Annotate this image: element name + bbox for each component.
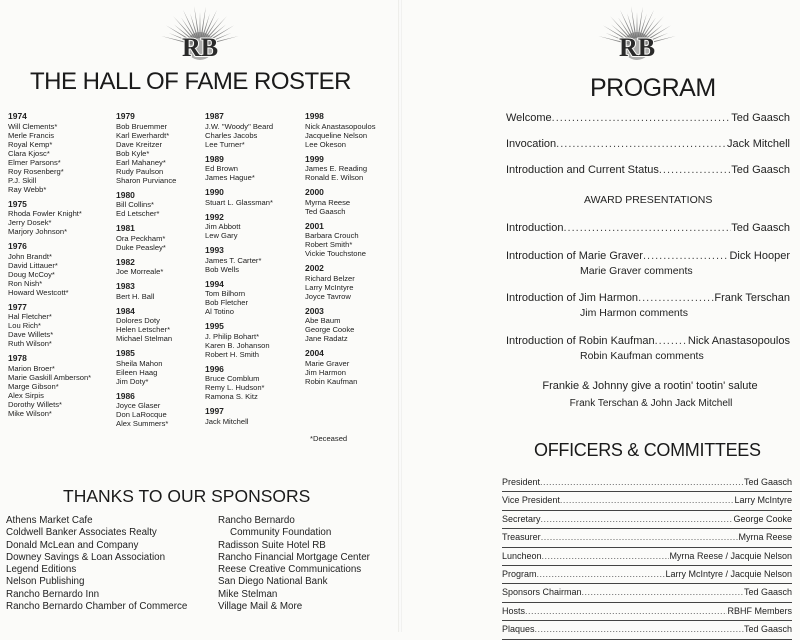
roster-name: Don LaRocque — [116, 410, 167, 419]
program-person: Jack Mitchell — [727, 138, 790, 150]
roster-year: 1992 — [205, 211, 224, 222]
officer-row — [502, 603, 792, 621]
leader-dots — [541, 529, 739, 546]
officer-row — [502, 511, 792, 529]
officer-name: RBHF Members — [727, 605, 792, 616]
roster-name: Dave Willets* — [8, 330, 54, 339]
sponsors-left-list — [6, 515, 187, 613]
leader-dots — [541, 511, 734, 528]
logo-monogram: RB — [618, 33, 656, 62]
roster-name: Bruce Comblum — [205, 374, 260, 383]
roster-name: Ron Nish* — [8, 278, 43, 288]
roster-name: Merle Francis — [8, 130, 54, 140]
roster-name: Tom Bilhorn — [205, 289, 246, 298]
program-person: Frank Terschan — [714, 292, 790, 304]
sunburst-icon — [128, 0, 272, 66]
officer-role: Program — [502, 568, 537, 579]
roster-name: Karl Ewerhardt* — [116, 130, 170, 140]
program-row — [506, 222, 790, 234]
officer-row — [502, 548, 792, 566]
roster-name: P.J. Skill — [8, 175, 37, 185]
roster-year: 1990 — [205, 187, 224, 197]
leader-dots — [540, 474, 744, 491]
roster-name: Marjory Johnson* — [8, 227, 68, 236]
leader-dots — [537, 566, 666, 583]
officer-role: Hosts — [502, 605, 526, 616]
program-row — [506, 138, 790, 150]
program-person: Ted Gaasch — [731, 112, 790, 124]
roster-year: 1980 — [116, 189, 135, 200]
leader-dots — [535, 621, 744, 638]
sponsor-name: Rancho Bernardo Chamber of Commerce — [6, 601, 188, 613]
salute-names: Frank Terschan & John Jack Mitchell — [569, 398, 733, 409]
program-item: Invocation — [506, 138, 557, 150]
roster-name: Sheila Mahon — [116, 358, 163, 368]
roster-name: George Cooke — [305, 325, 355, 334]
roster-year: 1996 — [205, 363, 224, 374]
roster-year: 1985 — [116, 348, 135, 358]
roster-title: THE HALL OF FAME ROSTER — [30, 68, 351, 95]
sponsor-name: Rancho Bernardo — [218, 515, 295, 526]
officer-row — [502, 566, 792, 584]
roster-name: Ray Webb* — [8, 184, 47, 194]
roster-name: Howard Westcott* — [8, 287, 69, 297]
roster-name: Joyce Tavrow — [305, 291, 351, 301]
officer-role: Vice President — [502, 495, 560, 506]
award-comment: Marie Graver comments — [580, 265, 693, 277]
roster-name: Marie Gaskill Amberson* — [8, 372, 92, 382]
roster-name: Alex Summers* — [116, 419, 169, 428]
leader-dots — [525, 603, 727, 620]
officer-role: Treasurer — [502, 532, 541, 543]
officer-name: Larry McIntyre / Jacquie Nelson — [665, 568, 792, 579]
roster-name: Ted Gaasch — [305, 206, 346, 216]
roster-year: 1997 — [205, 406, 224, 416]
roster-name: Bob Bruemmer — [116, 121, 168, 131]
roster-name: Larry McIntyre — [305, 282, 354, 292]
roster-year: 2003 — [305, 305, 324, 316]
roster-name: Marie Graver — [305, 358, 350, 368]
leader-dots — [659, 164, 731, 176]
leader-dots — [638, 292, 714, 304]
roster-name: Dorothy Willets* — [8, 399, 63, 409]
leader-dots — [552, 112, 732, 124]
officer-row — [502, 529, 792, 547]
officers-title: OFFICERS & COMMITTEES — [534, 440, 761, 460]
officer-row — [502, 621, 792, 639]
roster-year: 1984 — [116, 305, 135, 316]
sponsors-right-list — [218, 515, 370, 613]
leader-dots — [542, 548, 670, 565]
officer-role: Secretary — [502, 513, 541, 524]
roster-name: Lee Okeson — [305, 139, 346, 149]
roster-name: Marge Gibson* — [8, 381, 59, 391]
roster-name: Lew Gary — [205, 231, 238, 240]
officer-role: Sponsors Chairman — [502, 587, 582, 598]
roster-name: Bob Wells — [205, 264, 240, 274]
officers-table — [502, 474, 792, 640]
roster-name: David Littauer* — [8, 260, 58, 270]
program-item: Introduction of Jim Harmon — [506, 292, 639, 304]
roster-name: Ramona S. Kitz — [205, 392, 258, 401]
roster-year: 2004 — [305, 348, 324, 358]
roster-name: Ed Brown — [205, 164, 238, 173]
officer-name: Myrna Reese / Jacquie Nelson — [669, 550, 792, 561]
roster-year: 1987 — [205, 111, 224, 121]
leader-dots — [556, 138, 727, 150]
roster-name: James E. Reading — [305, 164, 368, 173]
roster-name: Robert H. Smith — [205, 349, 260, 359]
leader-dots — [563, 222, 731, 234]
sponsor-name: Legend Editions — [6, 564, 77, 576]
award-comment: Jim Harmon comments — [580, 307, 688, 319]
roster-year: 2001 — [305, 220, 324, 231]
roster-name: Dolores Doty — [116, 316, 160, 325]
sponsor-name: Nelson Publishing — [6, 576, 85, 588]
roster-name: Joe Morreale* — [116, 267, 164, 276]
roster-name: Mike Wilson* — [8, 408, 52, 418]
roster-name: Karen B. Johanson — [205, 340, 270, 350]
officer-name: George Cooke — [733, 513, 792, 524]
roster-name: Abe Baum — [305, 316, 341, 325]
roster-name: Jerry Dosek* — [8, 218, 52, 227]
roster-name: Hal Fletcher* — [8, 312, 52, 321]
officer-row — [502, 584, 792, 602]
award-heading: AWARD PRESENTATIONS — [584, 194, 713, 206]
roster-year: 1977 — [8, 301, 27, 312]
roster-name: Jane Radatz — [305, 334, 348, 343]
roster-name: James Hague* — [205, 173, 255, 182]
deceased-note: *Deceased — [310, 434, 348, 443]
roster-name: Bert H. Ball — [116, 291, 155, 301]
roster-name: Roy Rosenberg* — [8, 166, 64, 176]
sponsor-name: Radisson Suite Hotel RB — [218, 539, 326, 551]
roster-year: 1983 — [116, 281, 135, 291]
roster-year: 2002 — [305, 263, 324, 273]
program-row — [506, 164, 790, 176]
roster-name: Joyce Glaser — [116, 401, 161, 410]
roster-name: Bill Collins* — [116, 200, 154, 209]
roster-name: John Brandt* — [8, 251, 52, 261]
roster-column — [205, 112, 273, 426]
roster-name: Ora Peckham* — [116, 233, 166, 243]
sponsor-name: San Diego National Bank — [218, 576, 328, 588]
roster-year: 1982 — [116, 256, 135, 267]
program-item: Introduction of Marie Graver — [506, 250, 643, 262]
roster-name: Duke Peasley* — [116, 242, 166, 252]
roster-name: Vickie Touchstone — [305, 249, 366, 258]
officer-row — [502, 474, 792, 492]
roster-year: 1978 — [8, 353, 27, 363]
roster-name: Alex Sirpis — [8, 390, 44, 400]
roster-year: 1981 — [116, 223, 135, 233]
roster-name: Myrna Reese — [305, 197, 351, 207]
roster-name: Lee Turner* — [205, 139, 245, 149]
roster-year: 1999 — [305, 153, 324, 164]
roster-name: Bob Kyle* — [116, 148, 150, 158]
sponsor-name: Community Foundation — [230, 527, 332, 539]
roster-name: Ronald E. Wilson — [305, 173, 364, 182]
roster-name: Will Clements* — [8, 121, 58, 131]
program-person: Nick Anastasopoulos — [687, 335, 790, 347]
roster-name: Richard Belzer — [305, 273, 355, 283]
roster-year: 1998 — [305, 111, 324, 121]
officer-name: Larry McIntyre — [734, 495, 792, 506]
roster-column — [8, 112, 91, 418]
officer-role: Luncheon — [502, 550, 542, 561]
left-page — [0, 0, 400, 632]
roster-name: Royal Kemp* — [8, 139, 53, 149]
roster-year: 1989 — [205, 153, 224, 164]
logo-monogram: RB — [181, 33, 219, 62]
leader-dots — [655, 335, 688, 347]
roster-name: Charles Jacobs — [205, 130, 258, 140]
officer-name: Ted Gaasch — [743, 477, 792, 487]
leader-dots — [560, 492, 735, 509]
program-title: PROGRAM — [590, 74, 716, 102]
roster-name: Robin Kaufman — [305, 376, 358, 386]
roster-name: Doug McCoy* — [8, 269, 55, 279]
sponsors-title: THANKS TO OUR SPONSORS — [63, 486, 311, 506]
roster-year: 1975 — [8, 198, 27, 209]
program-item: Introduction — [506, 222, 564, 234]
roster-name: Stuart L. Glassman* — [205, 197, 273, 207]
sponsor-name: Downey Savings & Loan Association — [6, 551, 166, 563]
rb-logo-left — [128, 0, 272, 66]
roster-name: Ruth Wilson* — [8, 339, 52, 348]
roster-year: 1993 — [205, 245, 224, 255]
program-item: Welcome — [506, 112, 552, 124]
roster-year: 1974 — [8, 111, 27, 121]
roster-name: Clara Kjosc* — [8, 148, 50, 158]
program-item: Introduction of Robin Kaufman — [506, 335, 655, 347]
roster-name: Jim Abbott — [205, 222, 241, 231]
roster-name: Barbara Crouch — [305, 231, 359, 240]
roster-column — [305, 112, 376, 386]
roster-name: Lou Rich* — [8, 321, 41, 330]
sponsor-name: Village Mail & More — [218, 601, 303, 613]
sponsor-name: Donald McLean and Company — [6, 539, 139, 551]
sponsor-name: Rancho Bernardo Inn — [6, 588, 100, 600]
roster-name: Bob Fletcher — [205, 298, 249, 307]
officer-row — [502, 492, 792, 510]
leader-dots — [582, 584, 744, 601]
salute-line: Frankie & Johnny give a rootin' tootin' salute — [542, 380, 758, 392]
officer-name: Myrna Reese — [738, 532, 792, 543]
roster-year: 1976 — [8, 241, 27, 251]
rb-logo-right — [565, 0, 709, 66]
sunburst-icon — [565, 0, 709, 66]
roster-name: Jacqueline Nelson — [305, 130, 368, 140]
roster-year: 1986 — [116, 390, 135, 401]
program-person: Ted Gaasch — [731, 164, 790, 176]
roster-year: 1979 — [116, 111, 135, 121]
roster-name: Remy L. Hudson* — [205, 383, 265, 392]
roster-column — [116, 112, 176, 428]
award-comment: Robin Kaufman comments — [580, 350, 704, 362]
roster-name: J. Philip Bohart* — [205, 331, 260, 341]
roster-name: Michael Stelman — [116, 334, 173, 343]
roster-name: Marion Broer* — [8, 363, 55, 373]
program-row — [506, 112, 790, 124]
officer-name: Ted Gaasch — [743, 624, 792, 635]
roster-name: Eileen Haag — [116, 367, 158, 377]
roster-name: Nick Anastasopoulos — [305, 121, 376, 131]
roster-name: Jim Doty* — [116, 376, 149, 386]
roster-name: Al Totino — [205, 307, 234, 316]
roster-name: Dave Kreitzer — [116, 139, 163, 149]
roster-name: James T. Carter* — [205, 255, 262, 265]
roster-year: 1995 — [205, 321, 224, 331]
officer-role: Plaques — [502, 624, 535, 635]
program-row — [506, 292, 790, 304]
roster-year: 2000 — [305, 187, 324, 197]
roster-name: Jim Harmon — [305, 367, 346, 377]
program-row — [506, 335, 790, 347]
program-item: Introduction and Current Status — [506, 164, 659, 176]
sponsor-name: Coldwell Banker Associates Realty — [6, 527, 157, 539]
roster-name: Sharon Purviance — [116, 175, 177, 185]
program-person: Ted Gaasch — [731, 222, 790, 234]
program-row — [506, 250, 790, 262]
roster-name: Robert Smith* — [305, 240, 353, 249]
sponsor-name: Athens Market Cafe — [6, 515, 93, 526]
roster-year: 1994 — [205, 278, 224, 289]
officer-role: President — [502, 477, 541, 487]
program-person: Dick Hooper — [729, 250, 790, 262]
roster-name: Earl Mahaney* — [116, 157, 166, 167]
sponsor-name: Reese Creative Communications — [218, 564, 362, 576]
officer-name: Ted Gaasch — [743, 587, 792, 598]
sponsor-name: Rancho Financial Mortgage Center — [218, 551, 370, 563]
roster-name: Elmer Parsons* — [8, 157, 61, 167]
roster-name: Rhoda Fowler Knight* — [8, 209, 82, 218]
roster-name: Rudy Paulson — [116, 166, 164, 176]
roster-name: Jack Mitchell — [205, 416, 249, 426]
roster-name: J.W. "Woody" Beard — [205, 121, 274, 131]
roster-name: Helen Letscher* — [116, 325, 171, 334]
roster-name: Ed Letscher* — [116, 209, 160, 218]
leader-dots — [643, 250, 730, 262]
sponsor-name: Mike Stelman — [218, 588, 278, 600]
